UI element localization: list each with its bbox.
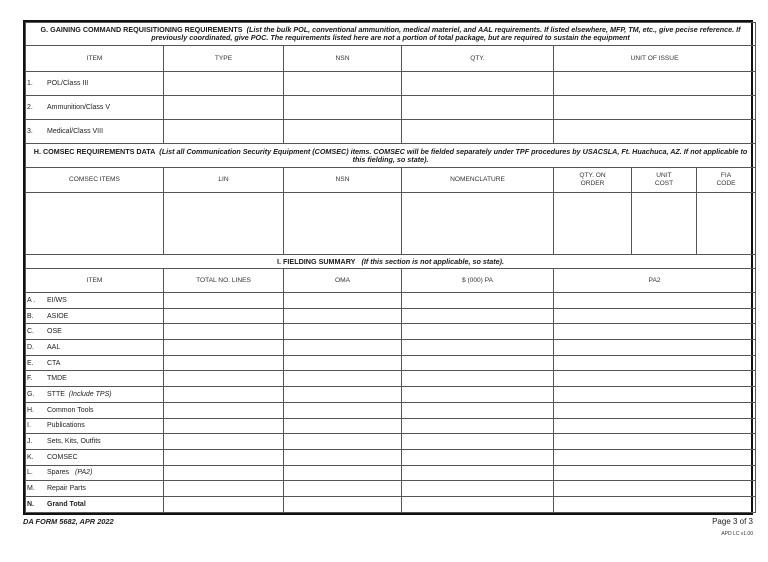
pa-field[interactable] [402,449,554,465]
table-row [26,308,756,324]
lin-field[interactable] [164,193,284,255]
col-header-comsec-items: COMSEC ITEMS [26,168,164,193]
pa2-field[interactable] [554,355,756,371]
unit-of-issue-field[interactable] [554,72,756,96]
total-no-lines-field[interactable] [164,371,284,387]
qty-on-order-field[interactable] [554,193,632,255]
pa2-field[interactable] [554,324,756,340]
total-no-lines-field[interactable] [164,481,284,497]
section-i-header [26,255,756,269]
row-label: J. Sets, Kits, Outfits [26,434,164,450]
total-no-lines-field[interactable] [164,496,284,512]
pa2-field[interactable] [554,449,756,465]
col-header-pa2: PA2 [554,269,756,293]
pa-field[interactable] [402,308,554,324]
table-row [26,418,756,434]
table-row [26,402,756,418]
row-label: G. STTE (Include TPS) [26,387,164,403]
col-header-item: ITEM [26,269,164,293]
total-no-lines-field[interactable] [164,340,284,356]
pa2-field[interactable] [554,308,756,324]
nsn-field[interactable] [284,120,402,144]
col-header-oma: OMA [284,269,402,293]
unit-cost-field[interactable] [632,193,697,255]
qty-field[interactable] [402,72,554,96]
oma-field[interactable] [284,434,402,450]
pa2-field[interactable] [554,496,756,512]
col-header-unit-of-issue: UNIT OF ISSUE [554,46,756,72]
total-no-lines-field[interactable] [164,465,284,481]
oma-field[interactable] [284,402,402,418]
pa-field[interactable] [402,496,554,512]
col-header-pa: $ (000) PA [402,269,554,293]
pa-field[interactable] [402,340,554,356]
section-g-header [26,23,756,46]
form-page [23,20,753,515]
section-h-header [26,144,756,168]
pa2-field[interactable] [554,465,756,481]
table-row [26,355,756,371]
pa2-field[interactable] [554,402,756,418]
total-no-lines-field[interactable] [164,308,284,324]
row-label: I. Publications [26,418,164,434]
pa2-field[interactable] [554,371,756,387]
table-row [26,449,756,465]
row-label: K. COMSEC [26,449,164,465]
table-row [26,120,756,144]
pa-field[interactable] [402,355,554,371]
col-header-nsn: NSN [284,168,402,193]
table-row [26,465,756,481]
row-label: N. Grand Total [26,496,164,512]
oma-field[interactable] [284,465,402,481]
total-no-lines-field[interactable] [164,293,284,309]
pa2-field[interactable] [554,293,756,309]
col-header-nomenclature: NOMENCLATURE [402,168,554,193]
oma-field[interactable] [284,324,402,340]
pa-field[interactable] [402,434,554,450]
section-g-title: G. GAINING COMMAND REQUISITIONING REQUIREMENTS [40,25,243,34]
pa-field[interactable] [402,481,554,497]
form-table [25,22,756,513]
pa2-field[interactable] [554,340,756,356]
pa-field[interactable] [402,465,554,481]
type-field[interactable] [164,96,284,120]
table-row [26,72,756,96]
row-label: H. Common Tools [26,402,164,418]
oma-field[interactable] [284,496,402,512]
oma-field[interactable] [284,418,402,434]
pa2-field[interactable] [554,434,756,450]
nsn-field[interactable] [284,96,402,120]
col-header-qty: QTY. [402,46,554,72]
comsec-items-field[interactable] [26,193,164,255]
oma-field[interactable] [284,387,402,403]
section-i-instructions: (If this section is not applicable, so state). [361,256,505,266]
col-header-item: ITEM [26,46,164,72]
nomenclature-field[interactable] [402,193,554,255]
total-no-lines-field[interactable] [164,402,284,418]
col-header-fia-code: FIA CODE [697,168,756,193]
comsec-entry-row [26,193,756,255]
oma-field[interactable] [284,340,402,356]
total-no-lines-field[interactable] [164,418,284,434]
table-row [26,481,756,497]
oma-field[interactable] [284,449,402,465]
pa-field[interactable] [402,324,554,340]
section-h-title: H. COMSEC REQUIREMENTS DATA [33,146,156,156]
table-row [26,371,756,387]
oma-field[interactable] [284,371,402,387]
col-header-total-no-lines: TOTAL NO. LINES [164,269,284,293]
col-header-type: TYPE [164,46,284,72]
row-label: F. TMDE [26,371,164,387]
total-no-lines-field[interactable] [164,449,284,465]
oma-field[interactable] [284,355,402,371]
row-label: 2. Ammunition/Class V [26,96,164,120]
table-row [26,96,756,120]
oma-field[interactable] [284,481,402,497]
unit-of-issue-field[interactable] [554,120,756,144]
qty-field[interactable] [402,96,554,120]
row-label: M. Repair Parts [26,481,164,497]
type-field[interactable] [164,72,284,96]
row-label: 3. Medical/Class VIII [26,120,164,144]
pa-field[interactable] [402,387,554,403]
pa2-field[interactable] [554,418,756,434]
type-field[interactable] [164,120,284,144]
section-i-column-headers [26,269,756,293]
row-label: D. AAL [26,340,164,356]
row-label: L. Spares (PA2) [26,465,164,481]
section-h-instructions: (List all Communication Security Equipment (COMSEC) items. COMSEC will be fielded separately under TPF procedures by USACSLA, Ft. Huachuca, AZ. If not applicable to this fielding, so state). [159,146,748,164]
section-g-column-headers [26,46,756,72]
section-h-column-headers [26,168,756,193]
qty-field[interactable] [402,120,554,144]
table-row [26,434,756,450]
total-no-lines-field[interactable] [164,387,284,403]
row-label: 1. POL/Class III [26,72,164,96]
pa-field[interactable] [402,293,554,309]
oma-field[interactable] [284,293,402,309]
pa-field[interactable] [402,418,554,434]
pa2-field[interactable] [554,481,756,497]
section-g-instructions: (List the bulk POL, conventional ammunition, medical materiel, and AAL requirements. If listed elsewhere, MFP, TM, etc., give pecise reference. If previously coordinated, give POC. The requirements listed here are not a portion of total package, but are required to sustain the equipment [151,25,741,42]
page-number: Page 3 of 3 [712,517,753,526]
pa-field[interactable] [402,371,554,387]
row-label: C. OSE [26,324,164,340]
table-row [26,340,756,356]
total-no-lines-field[interactable] [164,434,284,450]
nsn-field[interactable] [284,72,402,96]
total-no-lines-field[interactable] [164,355,284,371]
pa-field[interactable] [402,402,554,418]
section-i-title: I. FIELDING SUMMARY [277,256,356,266]
row-label: A . EI/WS [26,293,164,309]
row-label: E. CTA [26,355,164,371]
total-no-lines-field[interactable] [164,324,284,340]
table-row [26,293,756,309]
row-label: B. ASIOE [26,308,164,324]
col-header-lin: LIN [164,168,284,193]
table-row [26,324,756,340]
col-header-qty-on-order: QTY. ON ORDER [554,168,632,193]
unit-of-issue-field[interactable] [554,96,756,120]
nsn-field[interactable] [284,193,402,255]
pa2-field[interactable] [554,387,756,403]
version-label: APD LC v1.00 [721,531,753,537]
oma-field[interactable] [284,308,402,324]
fia-code-field[interactable] [697,193,756,255]
col-header-unit-cost: UNIT COST [632,168,697,193]
grand-total-row [26,496,756,512]
table-row [26,387,756,403]
form-id: DA FORM 5682, APR 2022 [23,517,114,526]
col-header-nsn: NSN [284,46,402,72]
